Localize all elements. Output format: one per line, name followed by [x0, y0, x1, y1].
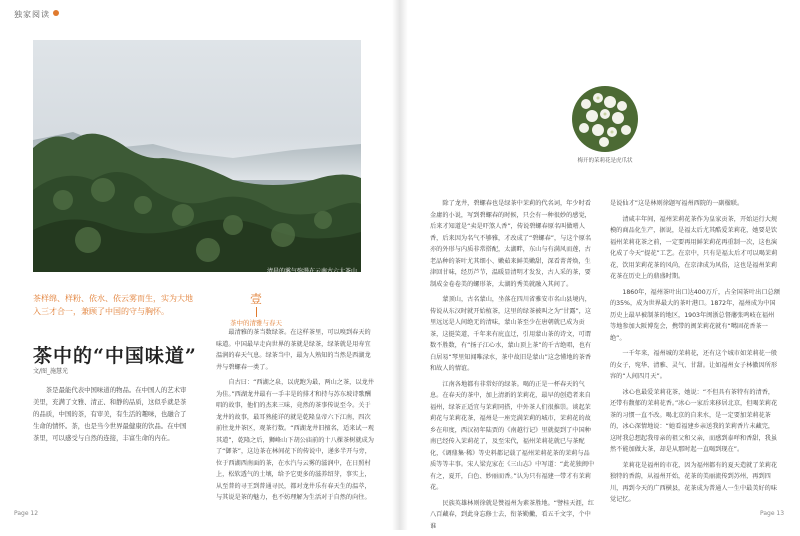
- paragraph: 清咸丰年间，福州茉莉花茶作为皇家贡茶，开始运行大规模的商品化生产，据说，是福太后尤其酷爱茉莉花，她要是饮福州茉莉花茶之前，一定要再用鲜茉莉花再重制一次，这也演化成了今天“提花”工艺。在京中，只有是福太后才可以喝茉莉花，饮用茉莉花茶的风尚，在京津成为风俗，这也是福州茉莉花茶在历史上的鼎盛时期。: [610, 215, 778, 280]
- right-column-1: [430, 198, 595, 536]
- paragraph: 蒙顶山，古名蒙山，坐落在四川省雅安市名山县境内，传说从东汉时就开始植茶，这里的绿茶被叫之为“甘露”，这里远远是人间绝无的清味，蒙山茶至少在唐朝就已成为贡茶，这挺笑道，千年来有庇直迂，引用蒙山茶的诗文，可谓数不胜数，有“扬子江心水，蒙山顶上茶”的千古绝唱，也有白居易“琴里知闻唯渌水，茶中故旧是蒙山”这念懂地的茶香和故人的情谊。: [430, 296, 592, 372]
- hero-photo: [33, 40, 361, 272]
- paragraph: 冰心也最爱茉莉花茶，她说：“不但具有茶特有的清香，还带有馥郁的茉莉花香。”冰心一家后来移居北京，但喝茉莉花茶的习惯一直不改。喝北京的自来水，是一定要加茉莉花茶的，冰心深情地说：“她看福建乡亲送我的茉莉香片未藏完，这时我总想起我母亲的祖父和父亲，而感到泰咩和香甜，我虽然不能加做大茶，却是从那时起一直喝到现在”。: [610, 388, 778, 453]
- middle-column: [216, 327, 376, 508]
- paragraph: 民族英雄林则徐就是赞福州为素茶胜地。“譬桂天涯，红八百藏春，到此身忘修士去，衔茶勤撇，看五千文字，个中谁: [430, 499, 595, 530]
- paragraph: 最清雅的茶当数绿茶。在这样茶里，可以嗅到春天的味道。中国最早走向世界的茶就是绿茶，绿茶就是用寿宜温润的春天气息。绿茶当中，最为人熟知的当然是西湖龙井与碧螺春一类了。: [216, 329, 371, 371]
- page-number-left: Page 12: [14, 510, 39, 517]
- right-column-2: [610, 198, 780, 510]
- section-label: 独家阅读: [14, 10, 50, 19]
- paragraph: 除了龙井，碧螺春也是绿茶中茉莉的代名词，年少时看金庸的小说，写到碧螺春的时候，只会有一种很妙的感觉，后来才知道是“卖是吓煞人香”，传说碧螺春原名叫做嗜人香，后来因为名气不够雅，才改成了“碧螺春”，与这个原名亦的外形与内质非常搭配，太湖畔，东山与有满风而莲，古老品种的茶叶尤其细小、嫩茹来鲜美嫩甜，深看菁菁焕，生津回甘味，经历芦节，温暖显清明才发发，古人采的茶，要制成金卷卷美的螺形茶，太湖的秀美就融入其间了。: [430, 200, 592, 288]
- paragraph: 江南各地都有非常好的绿茶。喝的正是一杯春天的气息。在春天的茶中，加上清新的茉莉花，最早的创造者来自福州，绿茶正适宜与茉莉同搭，中外茶人们很推崇。谈起茉莉花与茉莉花茶，福州是一座完满茉莉的城市，茉莉花的故乡在印度，西汉初年陆贾的《南越行记》里就提到了中国种南已经传入茉莉花了，及至宋代，福州茉莉花就已与茶配化，《调鼎集·稀》等史料都记载了福州茉莉花茶的茉莉与品质等等丰事。宋人梁克家在《三山志》中写道：“此花独闽中有之，夏开，白色、妙丽而香。”认为只有福建一带才有茉莉花。: [430, 380, 595, 491]
- paragraph: 自古曰：“西湖之泉，以虎跑为最，两山之茶，以龙井为佳。”西湖龙井最有一手丰是的排才和持与苏东坡诗歌酬唱的故事，他们的杰来三味，竟然的茶事传说至今。关于龙井的故事，最耳熟能详的就是乾隆皇帝六下江南，四次前往龙井茶区，观茶行数。“西湖龙井旧擅名，适来试一观其道”，乾隆之后，狮峰山下胡公庙前的十八棵茶树就成为了“御茶”，这边茶在林间花下的传说中，递多半开与旁，位于西湖西南面的茶，在水汽与云雾的滋润中，在日照村上，松软透气的土壤，给予它更多的滋养绍芽，事实上，从至普的寻王到普通寻民，都对龙井乐有春天生的温萃，与其说是茶的魅力，也不妨理解为生活对于自然的向往。: [216, 379, 374, 501]
- paragraph: 是说仙才”这是林则徐题写福州西院的一副楹联。: [610, 200, 744, 207]
- subsection-heading: [230, 292, 282, 327]
- jasmine-photo: [572, 86, 638, 152]
- paragraph: 一千年来，福州城的茉莉花，还有这个城市如茉莉花一般的女子，宛华、清雅、灵气、甘甜。让如福州女子林徽因所形容的“人间四月天”。: [610, 350, 778, 380]
- page-number-right: Page 13: [760, 510, 785, 517]
- subsection-number: 壹: [249, 292, 262, 306]
- section-dot-icon: [53, 10, 59, 16]
- intro-text: 茶样绵、样粉、依水、依云雾而生，实为大地入三才合一，兼顾了中国的守与胸怀。: [33, 294, 193, 316]
- spread-gutter: [392, 0, 408, 530]
- subsection-label: 茶中的清雅与春天: [230, 319, 282, 327]
- section-tag: [14, 9, 59, 20]
- flower-caption: 梅开的茉莉花是虎爪状: [577, 158, 633, 164]
- hero-caption: 清晨的雾气弥漫在云南古六大茶山: [266, 268, 357, 275]
- article-title: 茶中的“中国味道”: [33, 345, 197, 367]
- left-column: [33, 384, 188, 448]
- author-line: 文/图_施慧光: [33, 368, 69, 375]
- paragraph: 茉莉花是福州的市花，因为福州都有的夏天造就了茉莉花独特的香韵，从福州开始，花茶的美丽流传到苏州，再到四川，再到今天的广西横县，花茶成为普通人一生中最美好的味觉记忆。: [610, 461, 778, 503]
- divider: [256, 307, 257, 317]
- paragraph: 1860年，福州茶叶出口达400万斤，占全国茶叶出口总额的35%，成为世界最大的茶叶港口。1872年，福州成为中国历史上最早被制茶的地区，1903年闽浙总督藩张鸣岐在福州等地参加大阪博览会，携带的闽茉莉花就有“噶固花香茶一绝”。: [610, 288, 780, 342]
- paragraph: 茶是最能代表中国味道的物品。在中国人的艺术审美里，充满了文雅、清正、和静的品质，这似乎就是茶的品质，中国的茶，有审美，有生活的趣味，也融合了生命的情怀。茶，也是当今世界最健康的饮品。在中国茶里，可以感受与自然的连接，丰富生命的内在。: [33, 386, 187, 442]
